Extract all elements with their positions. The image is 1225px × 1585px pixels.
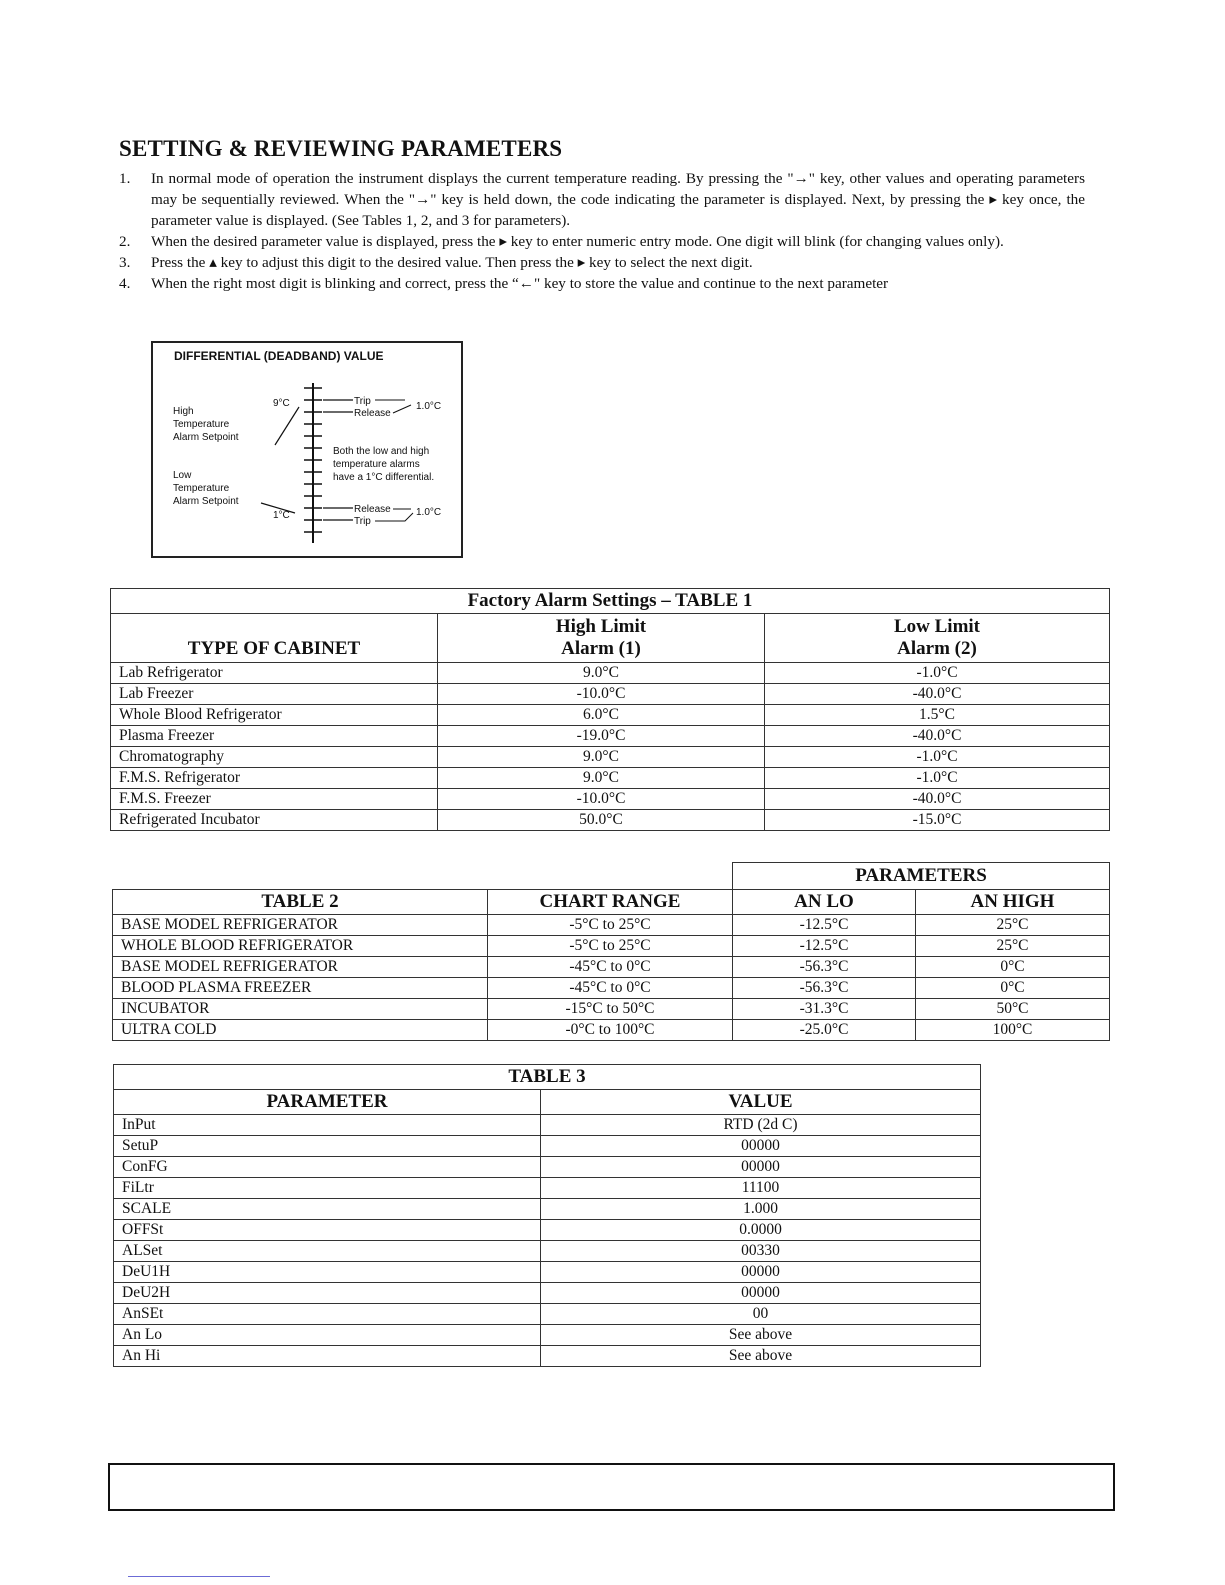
an-high-cell: 25°C — [916, 936, 1110, 957]
low-label-line: Low — [173, 470, 192, 481]
high-label-line: Alarm Setpoint — [173, 432, 239, 443]
header-an-lo: AN LO — [733, 890, 916, 915]
table-row — [111, 684, 1110, 705]
low-temp-label: 1°C — [273, 510, 290, 521]
an-lo-cell: -56.3°C — [733, 978, 916, 999]
cabinet-type-cell: Chromatography — [111, 747, 438, 768]
parameter-cell: An Lo — [114, 1325, 541, 1346]
high-limit-cell: 50.0°C — [438, 810, 765, 831]
chart-range-table — [112, 862, 1110, 1041]
step-number: 1. — [119, 170, 131, 187]
table-row — [114, 1346, 981, 1367]
header-line: Alarm (1) — [561, 638, 641, 659]
high-limit-cell: -19.0°C — [438, 726, 765, 747]
trip-label-low: Trip — [354, 516, 371, 527]
header-value: VALUE — [541, 1090, 981, 1115]
value-cell: 11100 — [541, 1178, 981, 1199]
model-cell: WHOLE BLOOD REFRIGERATOR — [113, 936, 488, 957]
an-lo-cell: -12.5°C — [733, 915, 916, 936]
low-limit-cell: -15.0°C — [765, 810, 1110, 831]
an-high-cell: 50°C — [916, 999, 1110, 1020]
header-line: Low Limit — [893, 616, 981, 637]
header-parameter: PARAMETER — [114, 1090, 541, 1115]
header-high-limit — [438, 614, 765, 663]
parameter-cell: DeU2H — [114, 1283, 541, 1304]
table-row — [114, 1241, 981, 1262]
table-row — [111, 705, 1110, 726]
diagram-title: DIFFERENTIAL (DEADBAND) VALUE — [174, 349, 384, 363]
table-row — [114, 1199, 981, 1220]
step-text: When the right most digit is blinking and correct, press the “←" key to store the value and continue to the next parameter — [151, 275, 889, 292]
cabinet-type-cell: Whole Blood Refrigerator — [111, 705, 438, 726]
factory-alarm-table — [110, 588, 1110, 831]
cabinet-type-cell: Lab Freezer — [111, 684, 438, 705]
parameter-cell: InPut — [114, 1115, 541, 1136]
diff-high-label: 1.0°C — [416, 401, 442, 412]
value-cell: 00 — [541, 1304, 981, 1325]
an-high-cell: 25°C — [916, 915, 1110, 936]
high-temp-label: 9°C — [273, 398, 290, 409]
table-row — [114, 1304, 981, 1325]
parameter-cell: ALSet — [114, 1241, 541, 1262]
value-cell: 1.000 — [541, 1199, 981, 1220]
header-low-limit — [765, 614, 1110, 663]
table-header-row — [113, 890, 1110, 915]
step-text: When the desired parameter value is displayed, press the ▸ key to enter numeric entry mode. One digit will blink (for changing values only). — [151, 233, 1004, 250]
step-text: Press the ▴ key to adjust this digit to the desired value. Then press the ▸ key to select the next digit. — [151, 254, 753, 271]
low-label-line: Alarm Setpoint — [173, 496, 239, 507]
value-cell: 00000 — [541, 1136, 981, 1157]
header-table2: TABLE 2 — [113, 890, 488, 915]
table-caption-row — [111, 589, 1110, 614]
high-label-line: High — [173, 406, 194, 417]
table-caption-row — [114, 1065, 981, 1090]
table-row — [111, 663, 1110, 684]
step-number: 3. — [119, 254, 131, 271]
parameters-group-header: PARAMETERS — [733, 863, 1110, 890]
header-an-high: AN HIGH — [916, 890, 1110, 915]
chart-range-cell: -5°C to 25°C — [488, 915, 733, 936]
table-row — [114, 1115, 981, 1136]
model-cell: BASE MODEL REFRIGERATOR — [113, 915, 488, 936]
parameter-cell: SCALE — [114, 1199, 541, 1220]
table-row — [113, 999, 1110, 1020]
chart-range-cell: -0°C to 100°C — [488, 1020, 733, 1041]
table-row — [114, 1136, 981, 1157]
value-cell: See above — [541, 1346, 981, 1367]
step-item — [119, 273, 1085, 294]
an-lo-cell: -12.5°C — [733, 936, 916, 957]
value-cell: 00000 — [541, 1262, 981, 1283]
high-limit-cell: -10.0°C — [438, 789, 765, 810]
trip-label-high: Trip — [354, 396, 371, 407]
table-row — [111, 768, 1110, 789]
low-limit-cell: -1.0°C — [765, 768, 1110, 789]
high-pointer-line — [275, 407, 299, 445]
model-cell: INCUBATOR — [113, 999, 488, 1020]
parameter-cell: FiLtr — [114, 1178, 541, 1199]
table-row — [114, 1325, 981, 1346]
an-lo-cell: -31.3°C — [733, 999, 916, 1020]
step-item — [119, 252, 1085, 273]
low-limit-cell: -40.0°C — [765, 726, 1110, 747]
deadband-diagram-graphic — [153, 343, 461, 556]
table-row — [113, 957, 1110, 978]
table-row — [111, 747, 1110, 768]
an-lo-cell: -56.3°C — [733, 957, 916, 978]
value-cell: 00000 — [541, 1157, 981, 1178]
table-row — [113, 978, 1110, 999]
table-caption: TABLE 3 — [114, 1065, 981, 1090]
parameter-cell: OFFSt — [114, 1220, 541, 1241]
parameter-cell: AnSEt — [114, 1304, 541, 1325]
table-header-row — [111, 614, 1110, 663]
header-line: High Limit — [555, 616, 647, 637]
cabinet-type-cell: Plasma Freezer — [111, 726, 438, 747]
table-row — [111, 810, 1110, 831]
low-limit-cell: 1.5°C — [765, 705, 1110, 726]
diff-low-label: 1.0°C — [416, 507, 442, 518]
low-limit-cell: -1.0°C — [765, 663, 1110, 684]
parameter-cell: DeU1H — [114, 1262, 541, 1283]
parameter-cell: ConFG — [114, 1157, 541, 1178]
cabinet-type-cell: F.M.S. Refrigerator — [111, 768, 438, 789]
note-line: have a 1°C differential. — [333, 472, 435, 483]
value-cell: 00330 — [541, 1241, 981, 1262]
high-limit-cell: 9.0°C — [438, 747, 765, 768]
chart-range-cell: -15°C to 50°C — [488, 999, 733, 1020]
table-row — [114, 1178, 981, 1199]
chart-range-cell: -45°C to 0°C — [488, 978, 733, 999]
table-row — [114, 1262, 981, 1283]
release-label-low: Release — [354, 504, 391, 515]
value-cell: RTD (2d C) — [541, 1115, 981, 1136]
chart-range-cell: -45°C to 0°C — [488, 957, 733, 978]
model-cell: ULTRA COLD — [113, 1020, 488, 1041]
header-line: Alarm (2) — [897, 638, 977, 659]
instruction-steps — [119, 168, 1085, 294]
release-label-high: Release — [354, 408, 391, 419]
table-caption: Factory Alarm Settings – TABLE 1 — [111, 589, 1110, 614]
low-label-line: Temperature — [173, 483, 230, 494]
model-cell: BLOOD PLASMA FREEZER — [113, 978, 488, 999]
parameter-cell: SetuP — [114, 1136, 541, 1157]
an-lo-cell: -25.0°C — [733, 1020, 916, 1041]
table-row — [113, 936, 1110, 957]
step-number: 2. — [119, 233, 131, 250]
low-limit-cell: -1.0°C — [765, 747, 1110, 768]
model-cell: BASE MODEL REFRIGERATOR — [113, 957, 488, 978]
high-limit-cell: 9.0°C — [438, 768, 765, 789]
chart-range-cell: -5°C to 25°C — [488, 936, 733, 957]
value-cell: 00000 — [541, 1283, 981, 1304]
step-item — [119, 168, 1085, 231]
cabinet-type-cell: Refrigerated Incubator — [111, 810, 438, 831]
an-high-cell: 100°C — [916, 1020, 1110, 1041]
table-row — [113, 915, 1110, 936]
high-limit-cell: 9.0°C — [438, 663, 765, 684]
table-row — [111, 726, 1110, 747]
table-row — [114, 1157, 981, 1178]
table-row — [114, 1283, 981, 1304]
footer-box — [108, 1463, 1115, 1511]
deadband-diagram — [151, 341, 463, 558]
an-high-cell: 0°C — [916, 957, 1110, 978]
table-header-row — [114, 1090, 981, 1115]
value-cell: See above — [541, 1325, 981, 1346]
value-cell: 0.0000 — [541, 1220, 981, 1241]
low-limit-cell: -40.0°C — [765, 684, 1110, 705]
table-group-header-row — [113, 863, 1110, 890]
table-row — [113, 1020, 1110, 1041]
page-heading: SETTING & REVIEWING PARAMETERS — [119, 136, 563, 161]
step-number: 4. — [119, 275, 131, 292]
table-row — [114, 1220, 981, 1241]
empty-header-cell — [113, 863, 733, 890]
low-limit-cell: -40.0°C — [765, 789, 1110, 810]
high-limit-cell: 6.0°C — [438, 705, 765, 726]
high-limit-cell: -10.0°C — [438, 684, 765, 705]
parameter-value-table — [113, 1064, 981, 1367]
parameter-cell: An Hi — [114, 1346, 541, 1367]
step-item — [119, 231, 1085, 252]
table-row — [111, 789, 1110, 810]
an-high-cell: 0°C — [916, 978, 1110, 999]
footer-rule — [128, 1576, 270, 1577]
cabinet-type-cell: Lab Refrigerator — [111, 663, 438, 684]
high-label-line: Temperature — [173, 419, 230, 430]
header-cabinet-type: TYPE OF CABINET — [111, 614, 438, 663]
note-line: temperature alarms — [333, 459, 420, 470]
step-text: In normal mode of operation the instrument displays the current temperature reading. By pressing the "→" key, other values and operating parameters may be sequentially reviewed. When the "→" key is held down, the code indicating the parameter is displayed. Next, by pressing the ▸ key once, the parameter value is displayed. (See Tables 1, 2, and 3 for parameters). — [151, 170, 1085, 229]
cabinet-type-cell: F.M.S. Freezer — [111, 789, 438, 810]
note-line: Both the low and high — [333, 446, 430, 457]
header-chart-range: CHART RANGE — [488, 890, 733, 915]
